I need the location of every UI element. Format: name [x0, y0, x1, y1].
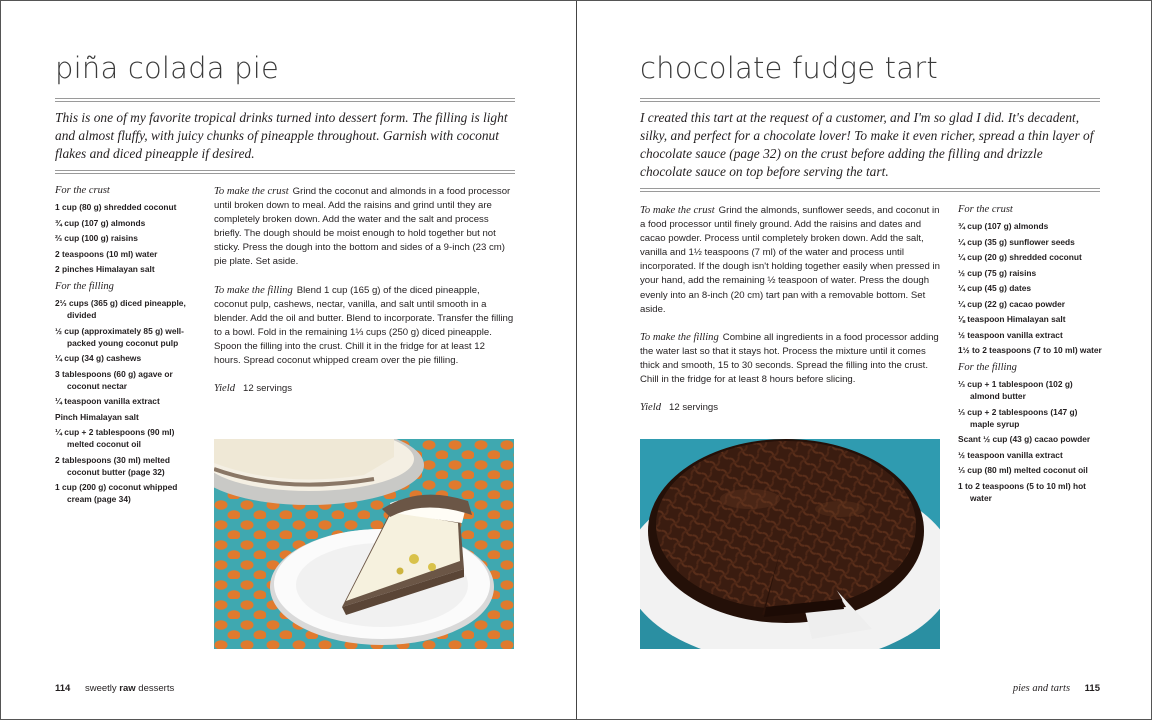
method-crust-paragraph — [640, 204, 940, 317]
method-filling-paragraph — [214, 284, 514, 369]
running-head — [85, 683, 174, 694]
method-filling-body: Combine all ingredients in a food processor adding the water last so that it stays hot. Process the mixture until it comes thick and smooth, 15 to 30 seconds. Spread the filling into the crust. Chill in the fridge for at least 8 hours before slicing. — [640, 331, 939, 386]
chocolate-fudge-tart-photo — [640, 439, 940, 649]
yield-value: 12 servings — [243, 383, 293, 395]
ingredient-item: ¼ cup (35 g) sunflower seeds — [958, 236, 1075, 247]
right-page — [577, 1, 1152, 719]
ingredient-item: 2 tablespoons (30 ml) melted coconut butter (page 32) — [55, 454, 170, 477]
method-crust-lead: To make the crust — [640, 205, 715, 216]
method-filling-paragraph — [640, 331, 940, 387]
ingredient-item: ⅔ cup (100 g) raisins — [55, 233, 138, 243]
recipe-title: piña colada pie — [55, 51, 280, 85]
method-crust-body: Grind the almonds, sunflower seeds, and coconut in a food processor until finely ground. Add the raisins and dates and cacao powder. Process until completely broken down. Add the salt, vanilla and 1½ teaspoons (7 ml) of the water and process until incorporated. If the dough isn't holding together easily when pressed in your hand, add the remaining ½ teaspoon of water. Press the dough evenly into an 8-inch (20 cm) tart pan with a removable bottom. Set aside. — [640, 205, 940, 315]
running-head-bold: raw — [119, 683, 136, 694]
ingredient-item: 1 cup (80 g) shredded coconut — [55, 202, 177, 212]
crust-heading: For the crust — [958, 204, 1013, 215]
pina-colada-pie-photo — [214, 439, 514, 649]
ingredient-list — [958, 202, 1103, 507]
ingredient-item: ⅓ cup + 1 tablespoon (102 g) almond butter — [958, 379, 1073, 401]
ingredient-item: ⅓ cup (80 ml) melted coconut oil — [958, 465, 1088, 475]
ingredient-item: 1 cup (200 g) coconut whipped cream (page 34) — [55, 482, 178, 504]
running-head-pre: sweetly — [84, 683, 120, 694]
method-crust-paragraph — [214, 185, 514, 270]
pie-photo-illustration — [214, 439, 514, 649]
method-filling-lead: To make the filling — [640, 331, 719, 343]
ingredient-item: 1 to 2 teaspoons (5 to 10 ml) hot water — [958, 480, 1086, 503]
recipe-title: chocolate fudge tart — [640, 51, 938, 85]
ingredient-item: ⅛ teaspoon Himalayan salt — [958, 314, 1066, 324]
ingredient-item: Pinch Himalayan salt — [55, 411, 139, 422]
method-filling-body: Blend 1 cup (165 g) of the diced pineapple, coconut pulp, cashews, nectar, vanilla, and salt until smooth in a blender. Add the oil and butter. Blend to incorporate. Transfer the filling to a bowl. Fold in the remaining 1⅓ cups (250 g) diced pineapple. Spoon the filling into the crust. Chill it in the fridge for at least 12 hours. Spread coconut whipped cream over the pie filling. — [214, 284, 514, 367]
ingredient-item: ¾ cup (107 g) almonds — [55, 217, 146, 228]
yield-line — [640, 401, 940, 415]
ingredient-list — [55, 183, 195, 509]
ingredient-item: ½ teaspoon vanilla extract — [958, 329, 1063, 340]
title-rule — [55, 98, 515, 102]
right-folio — [577, 683, 1100, 694]
ingredient-item: ½ cup (75 g) raisins — [958, 267, 1037, 278]
filling-heading: For the filling — [958, 362, 1017, 373]
yield-label: Yield — [214, 383, 235, 395]
ingredient-item: ¼ teaspoon vanilla extract — [55, 396, 160, 406]
title-rule — [640, 98, 1100, 102]
crust-ingredients — [55, 201, 195, 275]
running-head-post: desserts — [135, 683, 175, 694]
ingredient-item: 3 tablespoons (60 g) agave or coconut nectar — [55, 368, 173, 391]
ingredient-item: Scant ½ cup (43 g) cacao powder — [958, 434, 1091, 444]
method-text — [214, 185, 514, 410]
filling-ingredients — [55, 297, 195, 505]
ingredient-item: ¼ cup (45 g) dates — [958, 283, 1032, 293]
left-page — [1, 1, 576, 719]
page-number: 114 — [55, 683, 71, 694]
ingredient-item: ¼ cup (34 g) cashews — [55, 353, 142, 363]
ingredient-item: ½ cup (approximately 85 g) well-packed young coconut pulp — [55, 325, 184, 348]
method-crust-body: Grind the coconut and almonds in a food processor until broken down to meal. Add the raisins and grind until they are completely broken down. Add the water and the salt and process briefly. The dough should be moist enough to hold together but not sticky. Press the dough into the bottom and sides of a 9-inch (23 cm) pie plate. Set aside. — [214, 186, 511, 268]
filling-ingredients — [958, 378, 1103, 504]
ingredient-item: 2 teaspoons (10 ml) water — [55, 248, 158, 259]
recipe-intro: I created this tart at the request of a customer, and I'm so glad I did. It's decadent, silky, and perfect for a chocolate lover! To make it even richer, spread a thin layer of chocolate sauce (page 32) on the crust before adding the filling and drizzle chocolate sauce on top before serving the tart. — [640, 110, 1094, 179]
method-text — [640, 204, 940, 429]
method-filling-lead: To make the filling — [214, 284, 293, 296]
yield-label: Yield — [640, 402, 661, 414]
left-folio — [55, 683, 174, 694]
ingredient-item: ⅓ cup + 2 tablespoons (147 g) maple syrup — [958, 406, 1078, 429]
ingredient-item: 1½ to 2 teaspoons (7 to 10 ml) water — [958, 345, 1102, 355]
ingredient-item: ¼ cup (22 g) cacao powder — [958, 298, 1066, 309]
ingredient-item: ½ teaspoon vanilla extract — [958, 449, 1063, 460]
running-head: pies and tarts — [1012, 683, 1071, 694]
yield-value: 12 servings — [669, 402, 719, 414]
method-crust-lead: To make the crust — [214, 186, 289, 197]
ingredient-item: 2⅓ cups (365 g) diced pineapple, divided — [55, 298, 186, 320]
intro-rule — [55, 170, 515, 174]
intro-rule — [640, 188, 1100, 192]
recipe-intro: This is one of my favorite tropical drinks turned into dessert form. The filling is light and almost fluffy, with juicy chunks of pineapple throughout. Garnish with coconut flakes and diced pineapple if desired. — [55, 110, 508, 161]
ingredient-item: ¼ cup (20 g) shredded coconut — [958, 252, 1082, 262]
yield-line — [214, 382, 514, 396]
ingredient-item: ¼ cup + 2 tablespoons (90 ml) melted coconut oil — [55, 427, 175, 449]
page-number: 115 — [1084, 683, 1100, 694]
ingredient-item: ¾ cup (107 g) almonds — [958, 221, 1049, 231]
ingredient-item: 2 pinches Himalayan salt — [55, 264, 155, 274]
filling-heading: For the filling — [55, 281, 114, 292]
tart-photo-illustration — [640, 439, 940, 649]
crust-heading: For the crust — [55, 185, 110, 196]
crust-ingredients — [958, 220, 1103, 356]
